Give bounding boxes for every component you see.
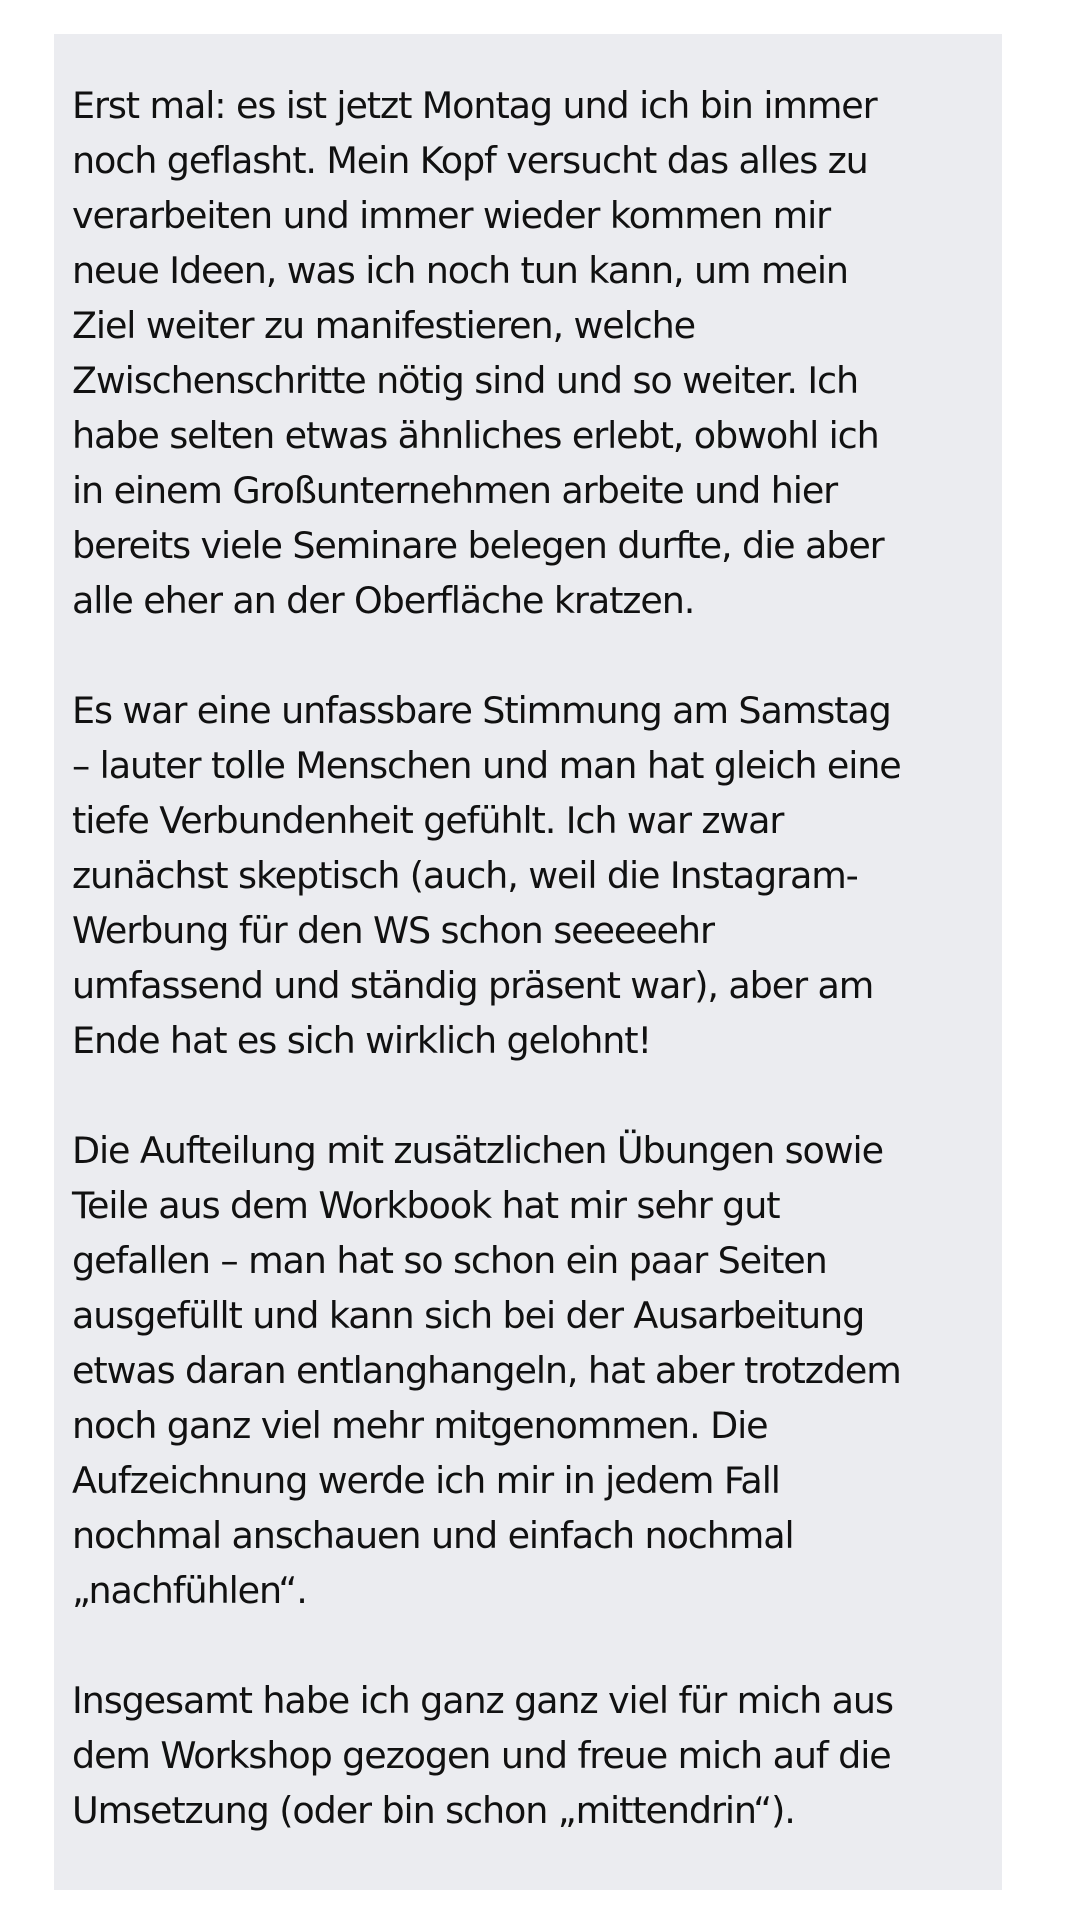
review-paragraph-3: Die Aufteilung mit zusätzlichen Übungen sowie Teile aus dem Workbook hat mir sehr gut gefallen – man hat so schon ein paar Seiten ausgefüllt und kann sich bei der Ausarbeitung etwas daran entlanghangeln, hat aber trotzdem noch ganz viel mehr mitgenommen. Die Aufzeichnung werde ich mir in jedem Fall nochmal anschauen und einfach nochmal „nachfühlen“. <box>72 1129 901 1612</box>
review-text-card <box>54 34 1002 1890</box>
review-paragraph-2: Es war eine unfassbare Stimmung am Samstag – lauter tolle Menschen und man hat gleich eine tiefe Verbundenheit gefühlt. Ich war zwar zunächst skeptisch (auch, weil die Instagram- Werbung für den WS schon seeeeehr umfassend und ständig präsent war), aber am Ende hat es sich wirklich gelohnt! <box>72 689 901 1062</box>
review-paragraph-4: Insgesamt habe ich ganz ganz viel für mich aus dem Workshop gezogen und freue mich auf die Umsetzung (oder bin schon „mittendrin“). <box>72 1679 893 1832</box>
review-paragraph-1: Erst mal: es ist jetzt Montag und ich bin immer noch geflasht. Mein Kopf versucht das alles zu verarbeiten und immer wieder kommen mir neue Ideen, was ich noch tun kann, um mein Ziel weiter zu manifestieren, welche Zwischenschritte nötig sind und so weiter. Ich habe selten etwas ähnliches erlebt, obwohl ich in einem Großunternehmen arbeite und hier bereits viele Seminare belegen durfte, die aber alle eher an der Oberfläche kratzen. <box>72 84 884 622</box>
